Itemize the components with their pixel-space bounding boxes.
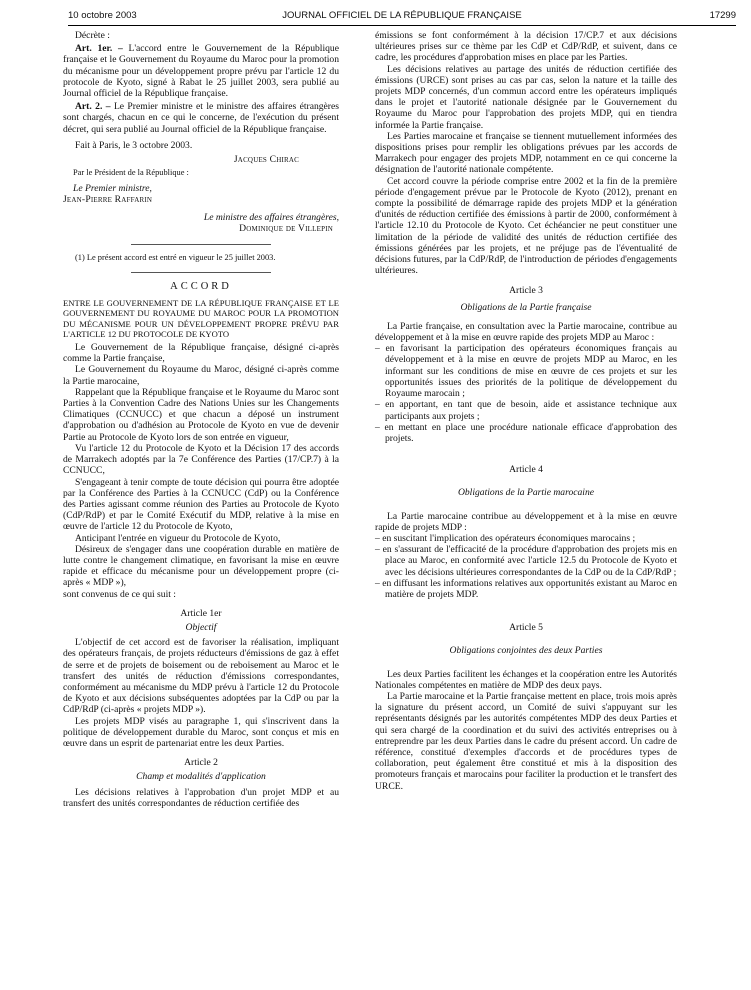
- separator: [131, 272, 271, 273]
- art2-text: Le Premier ministre et le ministre des affaires étrangères sont chargés, chacun en ce qui le concerne, de l'exécution du présent décret, qui sera publié au Journal officiel de la République française.: [63, 101, 339, 135]
- par-le-president: Par le Président de la République :: [73, 168, 189, 178]
- article-2-paragraph: Les décisions relatives à l'approbation d'un projet MDP et au transfert des unités correspondantes de réduction certifiée des: [63, 786, 339, 809]
- right-column: [375, 30, 677, 792]
- preamble-paragraph: Vu l'article 12 du Protocole de Kyoto et la Décision 17 des accords de Marrakech adoptés par la 7e Conférence des Parties (17/CP.7) à la CCNUCC,: [63, 442, 339, 477]
- footnote: (1) Le présent accord est entré en vigueur le 25 juillet 2003.: [75, 253, 276, 263]
- fait-a-paris: Fait à Paris, le 3 octobre 2003.: [75, 139, 193, 151]
- continued-paragraph: émissions se font conformément à la décision 17/CP.7 et aux décisions ultérieures prises sur ce thème par les CdP et CdP/RdP, et suivent, dans ce cadre, les procédures d'approbation mises en place par les Parties.: [375, 30, 677, 64]
- body-paragraph: Cet accord couvre la période comprise entre 2002 et la fin de la première période d'engagement prévue par le Protocole de Kyoto (2012), prenant en compte la possibilité de démarrage rapide des projets MDP et la génération d'unités de réduction certifiée des émissions à partir de 2000, conformément à l'article 12.10 du Protocole de Kyoto. Cet échéancier ne peut constituer une limitation de la période de validité des unités de réduction certifiée des émissions générées par les projets, et ne préjuge pas de l'éventualité de décisions futures, par la CdP/RdP, de l'introduction de périodes d'engagements ultérieures.: [375, 175, 677, 277]
- article-1-title: Article 1er: [180, 607, 222, 619]
- preamble-paragraph: Le Gouvernement du Royaume du Maroc, désigné ci-après comme la Partie marocaine,: [63, 364, 339, 387]
- article-4-item: – en diffusant les informations relatives aux opportunités existant au Maroc en matière de projets MDP.: [375, 577, 677, 600]
- convenus: sont convenus de ce qui suit :: [63, 588, 176, 600]
- article-3-subtitle: Obligations de la Partie française: [460, 301, 592, 313]
- article-4-subtitle: Obligations de la Partie marocaine: [457, 487, 595, 499]
- article-5-title: Article 5: [509, 622, 543, 634]
- ministre-title: Le ministre des affaires étrangères,: [203, 211, 339, 223]
- separator: [131, 244, 271, 245]
- page-header: [68, 10, 736, 24]
- preamble-paragraph: Désireux de s'engager dans une coopération durable en matière de lutte contre le changement climatique, en favorisant la mise en œuvre rapide et efficace du mécanisme pour un développement propre (ci-après « MDP »),: [63, 543, 339, 589]
- article-3-intro: La Partie française, en consultation avec la Partie marocaine, contribue au développement et à la mise en œuvre rapide des projets MDP au Maroc :: [375, 320, 677, 344]
- preamble-paragraph: Le Gouvernement de la République française, désigné ci-après comme la Partie française,: [63, 342, 339, 365]
- article-2-title: Article 2: [184, 757, 218, 769]
- article-1-decree: [63, 43, 339, 99]
- article-5-paragraph: La Partie marocaine et la Partie française mettent en place, trois mois après la signature du présent accord, un Comité de suivi s'appuyant sur les représentants désignés par les autorités compétentes MDP des deux Parties et qui sera chargé de la coordination et du suivi des activités entreprises ou à entreprendre par les deux Parties dans le cadre du présent accord. Un cadre de référence, constitué d'exemples d'accords et de procédures types de collaboration, peut également être constitué et mis à la disposition des promoteurs français et marocains pour faciliter la production et le transfert des URCE.: [375, 690, 677, 792]
- accord-subtitle: ENTRE LE GOUVERNEMENT DE LA RÉPUBLIQUE FRANÇAISE ET LE GOUVERNEMENT DU ROYAUME DU MAROC POUR LA PROMOTION DU MÉCANISME POUR UN DÉVELOPPEMENT PROPRE PRÉVU PAR L'ARTICLE 12 DU PROTOCOLE DE KYOTO: [63, 298, 339, 339]
- article-1-subtitle: Objectif: [185, 621, 217, 633]
- article-3-title: Article 3: [509, 285, 543, 297]
- article-2-subtitle: Champ et modalités d'application: [136, 771, 266, 783]
- art2-label: Art. 2. –: [75, 101, 111, 113]
- preamble-paragraph: S'engageant à tenir compte de toute décision qui pourra être adoptée par la Conférence des Parties à la CCNUCC (CdP) ou la Conférence des Parties agissant comme réunion des Parties au Protocole de Kyoto (CdP/RdP) et par le Comité Exécutif du MDP, relative à la mise en œuvre de l'article 12 du Protocole de Kyoto,: [63, 476, 339, 533]
- article-5-subtitle: Obligations conjointes des deux Parties: [449, 645, 603, 657]
- left-column: [63, 30, 339, 809]
- header-rule: [68, 25, 736, 26]
- art1-text: L'accord entre le Gouvernement de la République française et le Gouvernement du Royaume du Maroc pour la promotion du mécanisme pour un développement propre prévu par l'article 12 du protocole de Kyoto, signé à Rabat le 25 juillet 2003, sera publié au Journal officiel de la République française.: [63, 43, 339, 100]
- decrete: Décrète :: [75, 30, 110, 41]
- header-date: 10 octobre 2003: [68, 10, 137, 21]
- preamble-paragraph: Rappelant que la République française et le Royaume du Maroc sont Parties à la Convention Cadre des Nations Unies sur les Changements Climatiques (CCNUCC) et que chacun a déposé un instrument d'approbation ou d'adhésion au Protocole de Kyoto en vue de devenir Partie au Protocole de Kyoto lors de son entrée en vigueur,: [63, 386, 339, 443]
- article-1-paragraph: L'objectif de cet accord est de favoriser la réalisation, impliquant des opérateurs français, de projets réducteurs d'émissions de gaz à effet de serre et de projets de boisement ou de reboisement au Maroc et le transfert des unités de réduction d'émissions correspondantes, conformément au mécanisme du MDP prévu à l'article 12 du Protocole de Kyoto et aux décisions subséquentes adoptées par la CdP ou par la CdP/RdP (ci-après « projets MDP »).: [63, 637, 339, 716]
- article-4-intro: La Partie marocaine contribue au développement et à la mise en œuvre rapide de projets MDP :: [375, 510, 677, 533]
- body-paragraph: Les Parties marocaine et française se tiennent mutuellement informées des dispositions prises pour remplir les obligations prévues par les accords de Marrakech pour engager des projets MDP, notamment en ce qui concerne la désignation de l'autorité nationale compétente.: [375, 130, 677, 176]
- premier-ministre-name: Jean-Pierre Raffarin: [63, 194, 153, 206]
- art1-label: Art. 1er. –: [75, 43, 123, 55]
- article-5-paragraph: Les deux Parties facilitent les échanges et la coopération entre les Autorités Nationales compétentes en matière de MDP des deux pays.: [375, 668, 677, 691]
- article-3-item: – en apportant, en tant que de besoin, aide et assistance technique aux participants aux projets ;: [375, 399, 677, 422]
- article-1-paragraph: Les projets MDP visés au paragraphe 1, qui s'inscrivent dans la politique de développement durable du Maroc, sont conçus et mis en œuvre dans un esprit de partenariat entre les deux Parties.: [63, 715, 339, 749]
- article-3-item: – en favorisant la participation des opérateurs économiques français au développement et à la mise en œuvre de projets MDP au Maroc, en les informant sur les conditions de mise en œuvre de ces projets et sur les opportunités issues des priorités de la politique de développement du Royaume marocain ;: [375, 343, 677, 400]
- accord-title: ACCORD: [170, 281, 232, 293]
- article-4-item: – en suscitant l'implication des opérateurs économiques marocains ;: [375, 532, 636, 544]
- header-page-number: 17299: [709, 10, 736, 21]
- signature-president: Jacques Chirac: [233, 154, 299, 166]
- article-2-decree: [63, 101, 339, 135]
- preamble-paragraph: Anticipant l'entrée en vigueur du Protocole de Kyoto,: [75, 532, 281, 544]
- header-title: JOURNAL OFFICIEL DE LA RÉPUBLIQUE FRANÇAISE: [282, 10, 522, 21]
- article-4-item: – en s'assurant de l'efficacité de la procédure d'approbation des projets mis en place au Maroc, en conformité avec l'article 12.5 du Protocole de Kyoto et avec les décisions ultérieures correspondantes de la CdP ou de la CdP/RdP ;: [375, 544, 677, 578]
- premier-ministre-title: Le Premier ministre,: [73, 183, 152, 195]
- ministre-name: Dominique de Villepin: [239, 222, 333, 234]
- article-4-title: Article 4: [509, 464, 543, 476]
- body-paragraph: Les décisions relatives au partage des unités de réduction certifiée des émissions (URCE) sont prises au cas par cas, selon la nature et la taille des projets MDP concernés, d'un commun accord entre les opérateurs impliqués dans le projet et l'autorité nationale désignée par le Gouvernement du Royaume du Maroc pour l'approbation des projets MDP, qui en tiendra informée la Partie française.: [375, 63, 677, 131]
- article-3-item: – en mettant en place une procédure nationale efficace d'approbation des projets.: [375, 421, 677, 444]
